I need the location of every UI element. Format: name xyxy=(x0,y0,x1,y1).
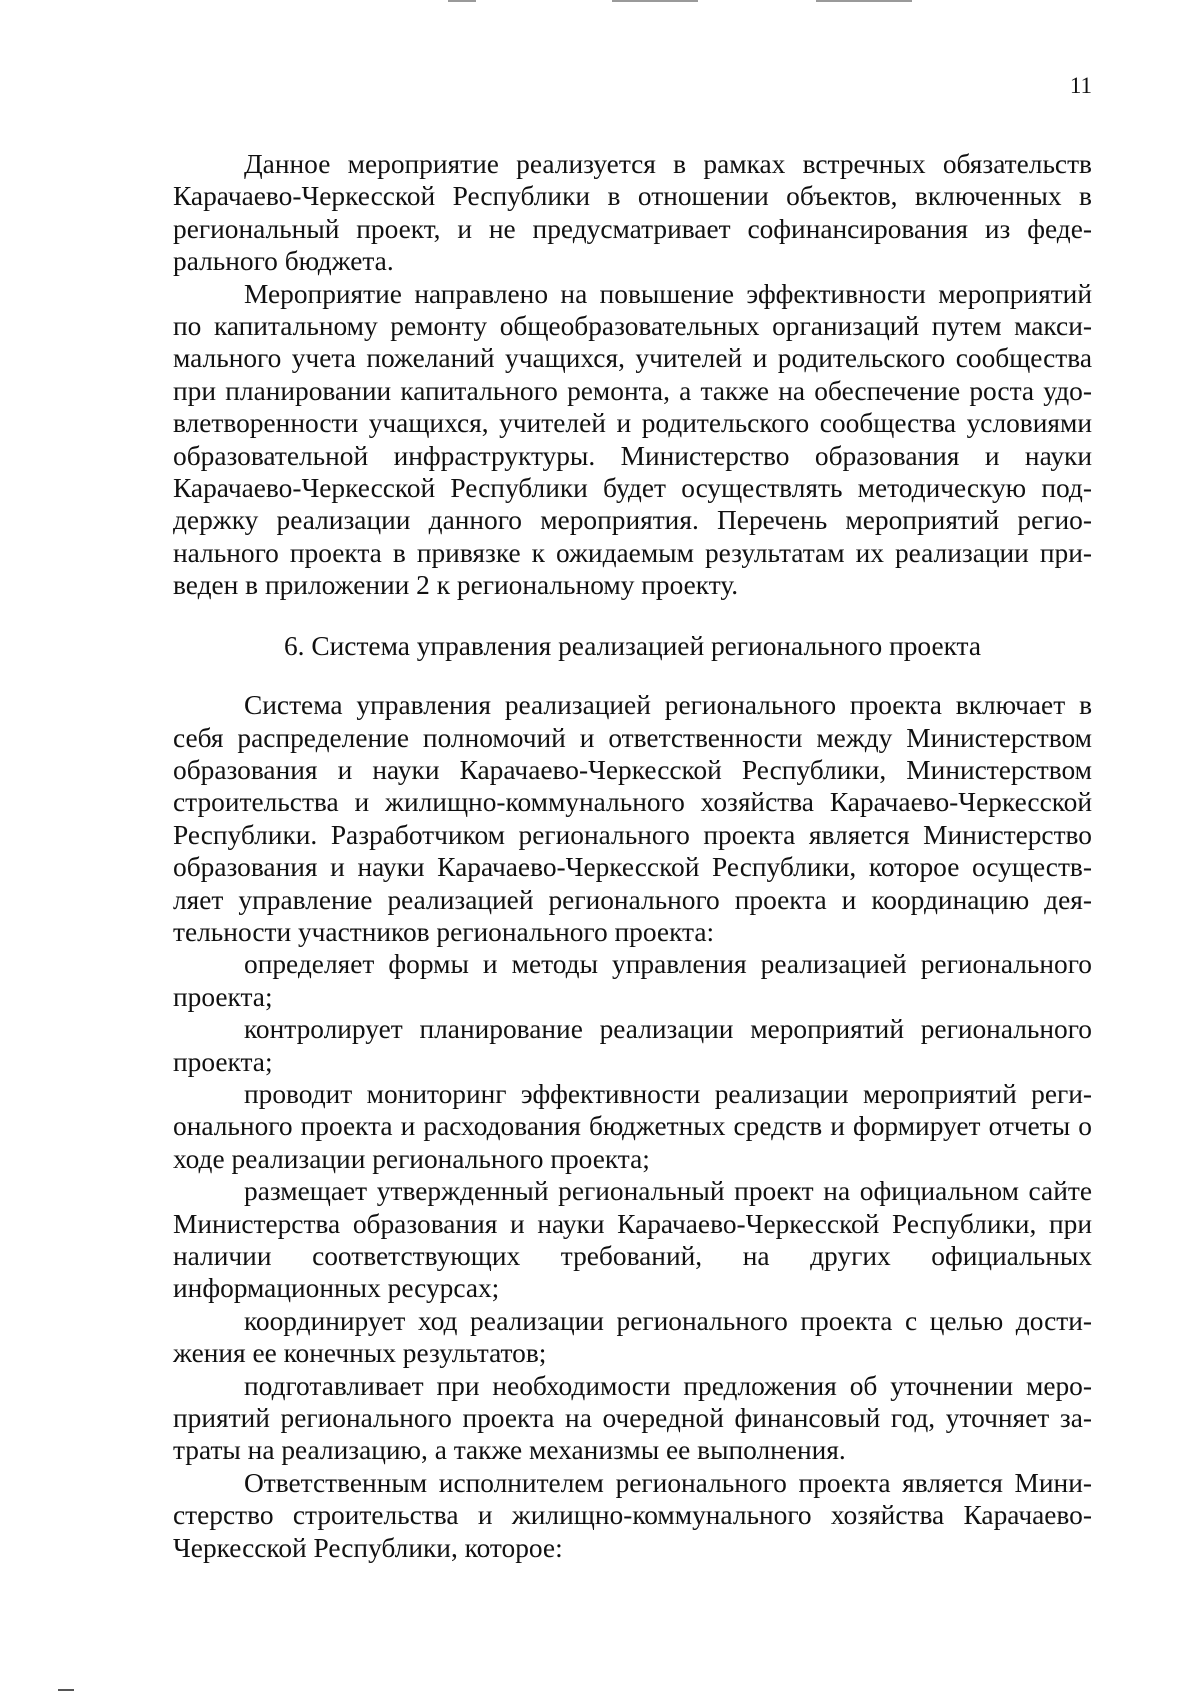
list-item: определяет формы и методы управления реализацией регионального проекта; xyxy=(173,949,1092,1012)
paragraph: Мероприятие направлено на повышение эффективности мероприятий по капитальному ремонту общеобразовательных организаций путем максимального учета пожеланий учащихся, учителей и родительского сообщества при планировании капитального ремонта, а также на обеспечение роста удовлетворенности учащихся, учителей и родительского сообщества условиями образовательной инфраструктуры. Министерство образования и науки Карачаево-Черкесской Республики будет осуществлять методическую поддержку реализации данного мероприятия. Перечень мероприятий регионального проекта в привязке к ожидаемым результатам их реализации приведен в приложении 2 к региональному проекту. xyxy=(173,278,1092,601)
document-body xyxy=(173,148,1092,1564)
paragraph: Данное мероприятие реализуется в рамках встречных обязательств Карачаево-Черкесской Республики в отношении объектов, включенных в региональный проект, и не предусматривает софинансирования из федерального бюджета. xyxy=(173,149,1092,277)
paragraph: Ответственным исполнителем регионального проекта является Министерство строительства и жилищно-коммунального хозяйства Карачаево-Черкесской Республики, которое: xyxy=(173,1467,1092,1563)
scan-artifact-line xyxy=(612,0,698,2)
list-item: координирует ход реализации регионального проекта с целью достижения ее конечных результатов; xyxy=(173,1305,1092,1369)
list-item: подготавливает при необходимости предложения об уточнении мероприятий регионального проекта на очередной финансовый год, уточняет затраты на реализацию, а также механизмы ее выполнения. xyxy=(173,1370,1092,1466)
section-heading: 6. Система управления реализацией регионального проекта xyxy=(283,630,982,661)
list-item: проводит мониторинг эффективности реализации мероприятий регионального проекта и расходования бюджетных средств и формирует отчеты о ходе реализации регионального проекта; xyxy=(173,1078,1092,1174)
paragraph: Система управления реализацией регионального проекта включает в себя распределение полномочий и ответственности между Министерством образования и науки Карачаево-Черкесской Республики, Министерством строительства и жилищно-коммунального хозяйства Карачаево-Черкесской Республики. Разработчиком регионального проекта является Министерство образования и науки Карачаево-Черкесской Республики, которое осуществляет управление реализацией регионального проекта и координацию деятельности участников регионального проекта: xyxy=(173,690,1092,947)
scan-artifact-mark xyxy=(58,1689,74,1691)
list-item: контролирует планирование реализации мероприятий регионального проекта; xyxy=(173,1014,1092,1077)
scan-artifact-line xyxy=(448,0,476,2)
page-number: 11 xyxy=(1069,73,1092,98)
scan-artifact-line xyxy=(816,0,912,2)
list-item: размещает утвержденный региональный проект на официальном сайте Министерства образования и науки Карачаево-Черкесской Республики, при наличии соответствующих требований, на других официальных информационных ресурсах; xyxy=(173,1176,1092,1304)
